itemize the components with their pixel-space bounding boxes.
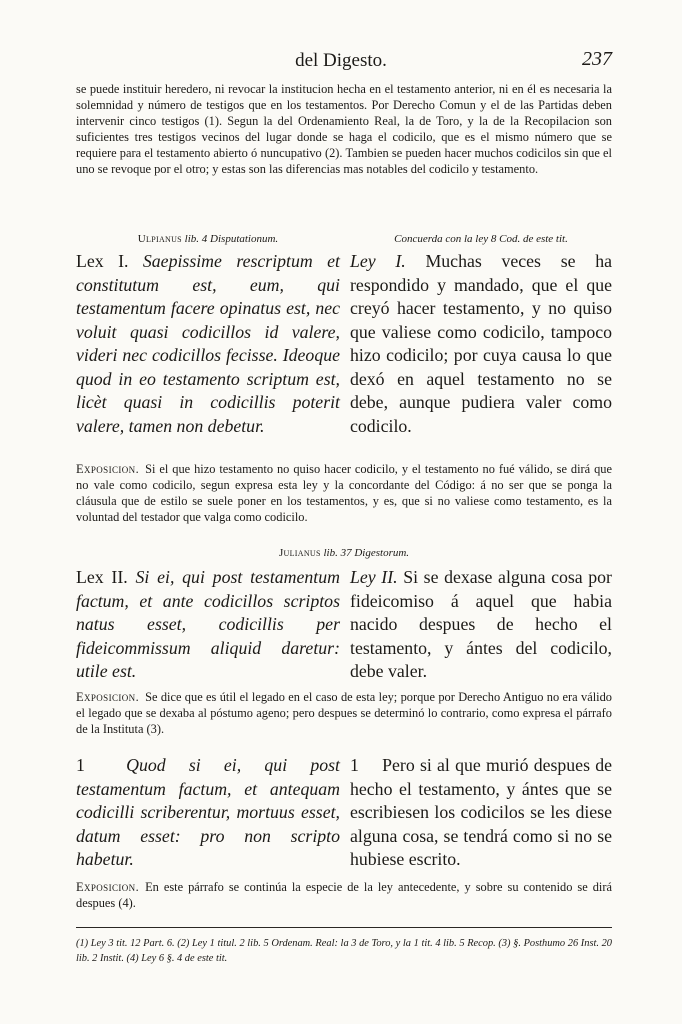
- source-author: Ulpianus: [137, 233, 182, 245]
- paragraph-1-spanish-text: Pero si al que murió despues de hecho el testamento, y ántes que se escribiesen los codicilos se les diese alguna cosa, se tendrá como si no se hubiese escrito.: [350, 755, 612, 869]
- lex-1-text: Saepissime rescriptum et constitutum est, eum, qui testamentum facere opinatus est, nec voluit quasi codicillos id valere, videri nec codicillos fecisse. Ideoque quod in eo testamento scriptum est, licèt quasi in codicillis poterit valere, tamen non debetur.: [76, 251, 340, 436]
- lex-1-label: Lex I.: [76, 251, 129, 271]
- ley-2-spanish: [350, 566, 612, 684]
- source-citation-ulpianus: [76, 232, 340, 246]
- exposicion-text: En este párrafo se continúa la especie de la ley antecedente, y sobre su contenido se dirá despues (4).: [76, 880, 612, 910]
- ley-1-text: Muchas veces se ha respondido y mandado, que el que creyó hacer testamento, y no quiso que valiese como codicilo, tampoco hizo codicilo; por cuya causa lo que dexó en aquel testamento no se debe, aunque pudiera valer como codicilo.: [350, 251, 612, 436]
- exposicion-text: Si el que hizo testamento no quiso hacer codicilo, y el testamento no fué válido, se dirá que no vale como codicilo, segun expresa esta ley y la concordante del Código: á no ser que se ponga la cláusula que de estilo se suele poner en los testamentos, y es, que si no valiese como testamento, es la voluntad del testador que valga como codicilo.: [76, 462, 612, 524]
- paragraph-1-spanish: [350, 754, 612, 872]
- concordance-note: Concuerda con la ley 8 Cod. de este tit.: [394, 233, 568, 245]
- lex-1-latin: [76, 250, 340, 438]
- exposicion-heading: Exposicion.: [76, 690, 140, 704]
- ley-2-label: Ley II.: [350, 567, 398, 587]
- exposicion-paragraph-1: [76, 880, 612, 912]
- exposicion-heading: Exposicion.: [76, 462, 140, 476]
- page-number: 237: [582, 48, 612, 70]
- footnote-rule: [76, 927, 612, 928]
- exposicion-heading: Exposicion.: [76, 880, 140, 894]
- source-citation-julianus: [76, 546, 612, 560]
- ley-1-label: Ley I.: [350, 251, 406, 271]
- intro-paragraph: se puede instituir heredero, ni revocar la institucion hecha en el testamento anterior, ni en él es necesaria la solemnidad y número de testigos que en los testamentos. Por Derecho Comun y el de las Partidas deben intervenir cinco testigos (1). Segun la del Ordenamiento Real, la de Toro, y la de la Recopilacion son suficientes tres testigos vecinos del lugar donde se haga el codicilo, que es el mismo número que se requiere para el testamento abierto ó nuncupativo (2). Tambien se pueden hacer muchos codicilos sin que el uno se revoque por el otro; y estas son las diferencias mas notables del codicilo y testamento.: [76, 82, 612, 176]
- paragraph-number: 1: [350, 755, 359, 775]
- source-reference: lib. 4 Disputationum.: [184, 233, 279, 245]
- exposicion-ley-2: [76, 690, 612, 738]
- source-reference: lib. 37 Digestorum.: [323, 547, 410, 559]
- paragraph-1-latin: [76, 754, 340, 872]
- exposicion-text: Se dice que es útil el legado en el caso de esta ley; porque por Derecho Antiguo no era válido el legado que se dexaba al póstumo ageno; pero despues se determinó lo contrario, como expresa el párrafo de la Instituta (3).: [76, 690, 612, 736]
- paragraph-1-latin-text: Quod si ei, qui post testamentum factum, et antequam codicilli scriberentur, mortuus esset, datum esset: pro non scripto habetur.: [76, 755, 340, 869]
- paragraph-number: 1: [76, 755, 85, 775]
- footnotes: (1) Ley 3 tit. 12 Part. 6. (2) Ley 1 titul. 2 lib. 5 Ordenam. Real: la 3 de Toro, y la 1 tit. 4 lib. 5 Recop. (3) §. Posthumo 26 Inst. 20 lib. 2 Instit. (4) Ley 6 §. 4 de este tit.: [76, 938, 612, 964]
- ley-2-text: Si se dexase alguna cosa por fideicomiso á aquel que habia nacido despues de hecho el testamento, y ántes del codicilo, debe valer.: [350, 567, 612, 681]
- lex-2-latin: [76, 566, 340, 684]
- running-title: del Digesto.: [295, 50, 387, 71]
- ley-1-spanish: [350, 250, 612, 438]
- exposicion-ley-1: [76, 462, 612, 526]
- lex-2-text: Si ei, qui post testamentum factum, et ante codicillos scriptos natus esset, codicillis per fideicommissum aliquid daretur: utile est.: [76, 567, 340, 681]
- lex-2-label: Lex II.: [76, 567, 128, 587]
- source-author: Julianus: [278, 547, 321, 559]
